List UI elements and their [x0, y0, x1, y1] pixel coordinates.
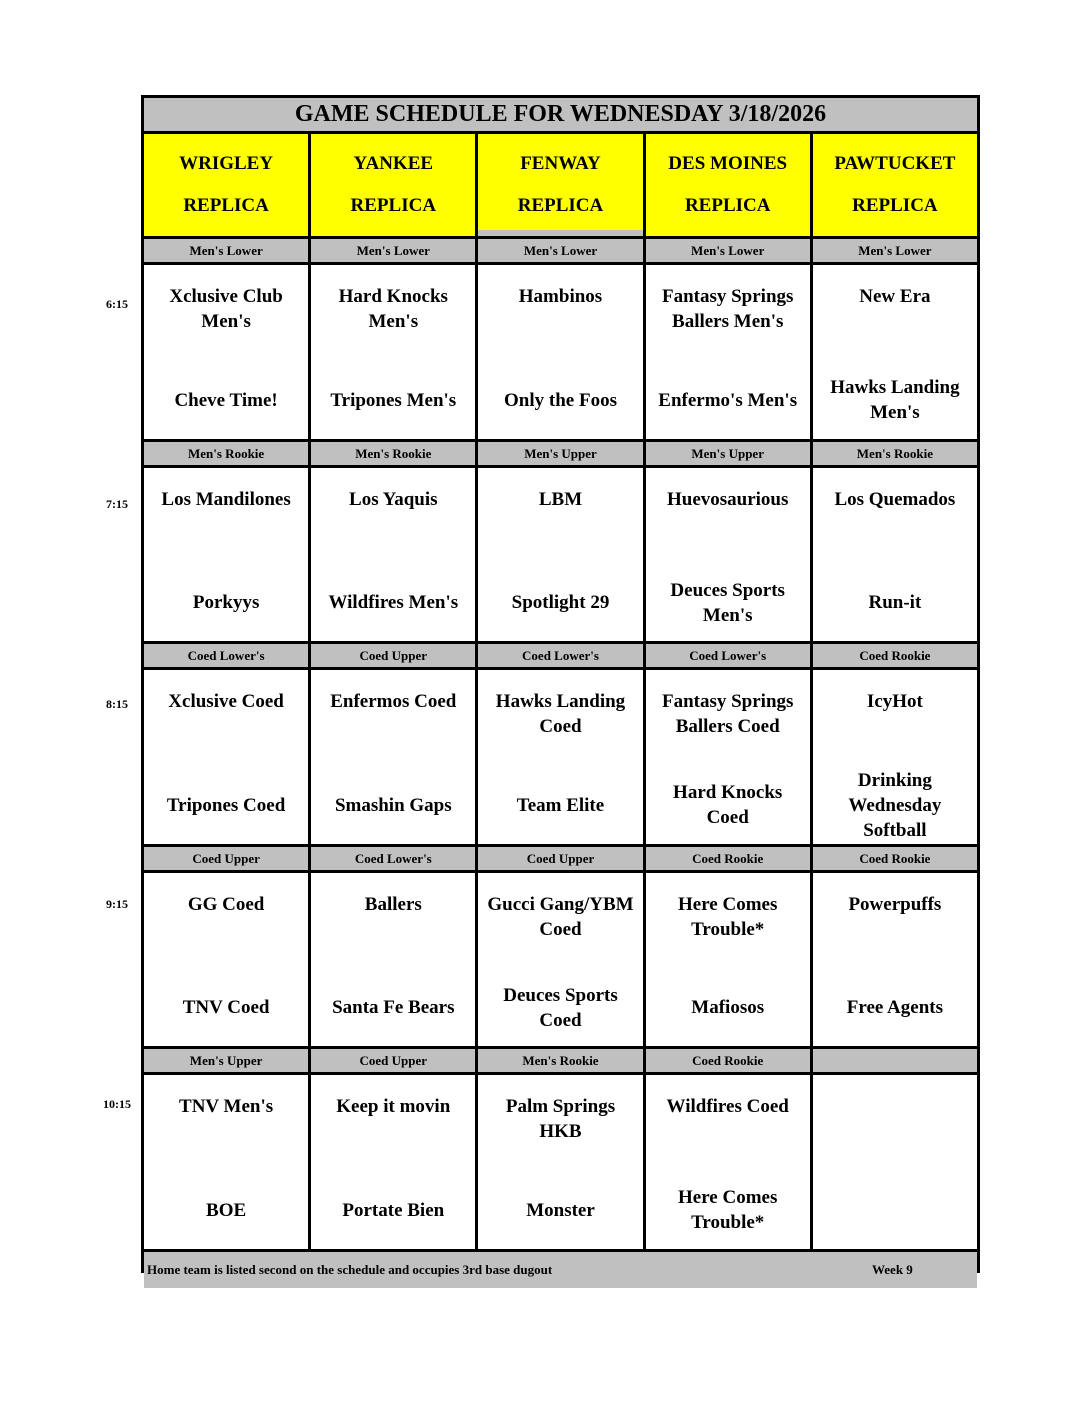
away-team: Fantasy Springs Ballers Men's [661, 286, 794, 332]
time-label: 9:15 [106, 897, 128, 911]
game-cell [478, 1075, 642, 1249]
game-cell [646, 1075, 810, 1249]
game-cell [144, 670, 308, 844]
home-team: Cheve Time! [174, 389, 278, 411]
away-team: Huevosaurious [666, 489, 789, 510]
home-team: Deuces Sports Men's [670, 579, 785, 626]
field-header-des-moines [646, 134, 810, 236]
game-cell [311, 670, 475, 844]
away-team: Wildfires Coed [666, 1096, 789, 1117]
time-label: 8:15 [106, 697, 128, 711]
division-label: Coed Upper [311, 644, 475, 667]
away-team: Los Yaquis [349, 489, 438, 510]
game-cell [478, 873, 642, 1046]
home-team: Here Comes Trouble* [678, 1187, 778, 1234]
home-team [813, 1172, 977, 1250]
field-header-wrigley [144, 134, 308, 236]
field-sub: REPLICA [517, 194, 604, 216]
game-cell [478, 670, 642, 844]
home-team: Wildfires Men's [328, 592, 459, 613]
away-team: New Era [859, 286, 931, 307]
away-team: Los Mandilones [161, 489, 291, 510]
home-team: TNV Coed [182, 997, 270, 1018]
game-cell [813, 265, 977, 439]
field-sub: REPLICA [183, 194, 269, 216]
away-team [813, 1075, 977, 1172]
field-name: YANKEE [353, 153, 434, 175]
field-name: DES MOINES [668, 153, 788, 175]
field-sub: REPLICA [852, 194, 938, 216]
division-label: Coed Lower's [646, 644, 810, 667]
division-label: Men's Upper [478, 442, 642, 465]
game-cell [646, 873, 810, 1046]
time-column [96, 0, 138, 1408]
away-team: Gucci Gang/YBM Coed [487, 894, 634, 940]
home-team-note: Home team is listed second on the schedule and occupies 3rd base dugout [147, 1262, 553, 1277]
division-label: Men's Rookie [813, 442, 977, 465]
away-team: Hawks Landing Coed [495, 691, 626, 737]
division-label [813, 1049, 977, 1072]
schedule-table [141, 95, 980, 1277]
home-team: BOE [206, 1199, 247, 1221]
game-cell [478, 468, 642, 641]
week-label: Week 9 [872, 1262, 913, 1277]
game-cell [813, 1075, 977, 1249]
division-label: Coed Rookie [813, 847, 977, 870]
field-header-yankee [311, 134, 475, 236]
game-cell [646, 265, 810, 439]
division-label: Coed Upper [311, 1049, 475, 1072]
field-name: PAWTUCKET [834, 153, 956, 175]
away-team: Palm Springs HKB [505, 1096, 616, 1142]
field-header-fenway [478, 134, 642, 236]
division-label: Coed Lower's [144, 644, 308, 667]
away-team: Fantasy Springs Ballers Coed [661, 691, 794, 737]
game-cell [646, 670, 810, 844]
away-team: Powerpuffs [848, 894, 942, 915]
field-header-pawtucket [813, 134, 977, 236]
home-team: Smashin Gaps [334, 794, 452, 816]
away-team: Ballers [364, 894, 422, 915]
division-label: Coed Upper [144, 847, 308, 870]
game-cell [144, 265, 308, 439]
away-team: Xclusive Club Men's [169, 286, 283, 332]
game-cell [478, 265, 642, 439]
time-label: 7:15 [106, 497, 128, 511]
home-team: Run-it [868, 592, 922, 613]
game-cell [144, 1075, 308, 1249]
time-label: 6:15 [106, 297, 128, 311]
division-label: Coed Rookie [646, 1049, 810, 1072]
game-cell [646, 468, 810, 641]
division-label: Men's Rookie [311, 442, 475, 465]
home-team: Portate Bien [342, 1199, 445, 1221]
field-sub: REPLICA [684, 194, 771, 216]
division-label: Men's Lower [813, 239, 977, 262]
away-team: Los Quemados [834, 489, 956, 510]
home-team: Team Elite [516, 794, 605, 816]
time-label: 10:15 [103, 1097, 131, 1111]
division-label: Men's Rookie [478, 1049, 642, 1072]
away-team: Enfermos Coed [330, 691, 457, 712]
away-team: Xclusive Coed [168, 691, 284, 712]
division-label: Men's Lower [646, 239, 810, 262]
field-sub: REPLICA [350, 194, 437, 216]
division-label: Men's Upper [646, 442, 810, 465]
game-cell [144, 873, 308, 1046]
home-team: Hard Knocks Coed [673, 782, 783, 829]
game-cell [311, 1075, 475, 1249]
division-label: Men's Rookie [144, 442, 308, 465]
home-team: Drinking Wednesday Softball [848, 769, 942, 841]
game-cell [311, 265, 475, 439]
field-name: FENWAY [520, 153, 601, 175]
home-team: Monster [526, 1199, 595, 1221]
home-team: Porkyys [192, 592, 260, 613]
home-team: Free Agents [846, 997, 943, 1018]
away-team: IcyHot [866, 691, 923, 712]
away-team: Hard Knocks Men's [338, 286, 448, 332]
division-label: Men's Lower [478, 239, 642, 262]
away-team: GG Coed [187, 894, 265, 915]
home-team: Enfermo's Men's [658, 389, 798, 411]
schedule-title: GAME SCHEDULE FOR WEDNESDAY 3/18/2026 [144, 98, 977, 131]
home-team: Hawks Landing Men's [830, 377, 960, 424]
game-cell [311, 873, 475, 1046]
home-team: Only the Foos [504, 389, 617, 411]
home-team: Santa Fe Bears [332, 997, 455, 1018]
division-label: Coed Upper [478, 847, 642, 870]
schedule-footer [144, 1252, 977, 1288]
away-team: LBM [538, 489, 583, 510]
away-team: Here Comes Trouble* [678, 894, 778, 940]
home-team: Deuces Sports Coed [503, 984, 618, 1031]
game-cell [144, 468, 308, 641]
field-name: WRIGLEY [179, 153, 274, 175]
division-label: Men's Upper [144, 1049, 308, 1072]
division-label: Coed Rookie [813, 644, 977, 667]
away-team: Hambinos [518, 286, 603, 307]
away-team: Keep it movin [336, 1096, 451, 1117]
division-label: Men's Lower [311, 239, 475, 262]
home-team: Spotlight 29 [511, 592, 610, 613]
home-team: Tripones Men's [330, 389, 457, 411]
game-cell [813, 468, 977, 641]
home-team: Mafiosos [691, 997, 765, 1018]
division-label: Men's Lower [144, 239, 308, 262]
division-label: Coed Rookie [646, 847, 810, 870]
game-cell [311, 468, 475, 641]
division-label: Coed Lower's [478, 644, 642, 667]
game-cell [813, 670, 977, 844]
game-cell [813, 873, 977, 1046]
away-team: TNV Men's [179, 1096, 274, 1117]
division-label: Coed Lower's [311, 847, 475, 870]
home-team: Tripones Coed [166, 794, 286, 816]
